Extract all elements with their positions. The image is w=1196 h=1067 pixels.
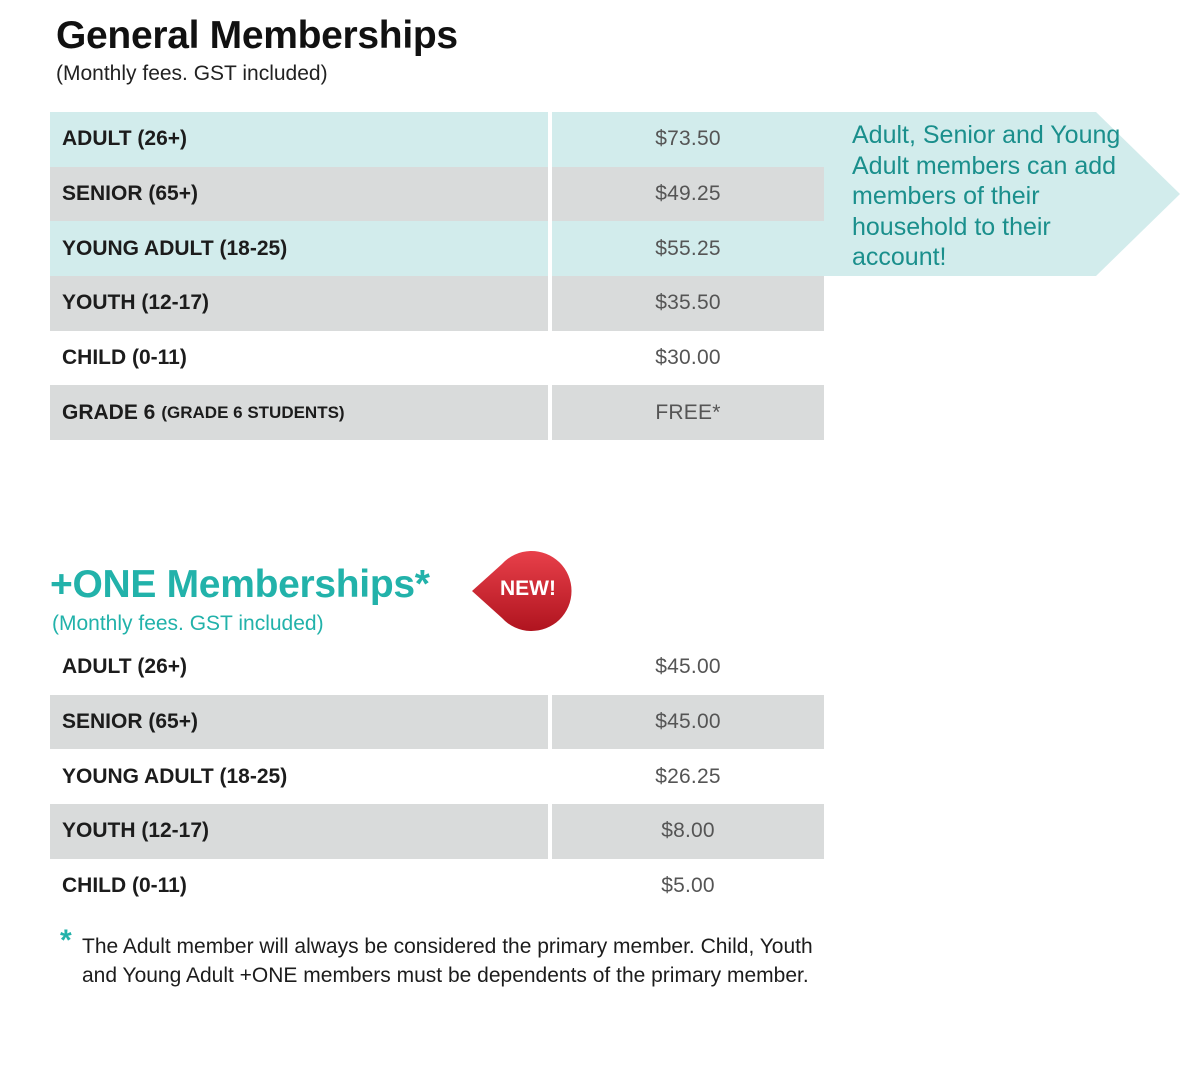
membership-price: $45.00 <box>552 695 824 750</box>
membership-label: CHILD (0-11) <box>50 331 548 386</box>
membership-label-main: GRADE 6 <box>62 400 156 424</box>
table-row <box>50 640 824 695</box>
table-row <box>50 804 824 859</box>
membership-price: $26.25 <box>552 749 824 804</box>
membership-label: SENIOR (65+) <box>50 167 548 222</box>
membership-price: $8.00 <box>552 804 824 859</box>
membership-label: ADULT (26+) <box>50 640 548 695</box>
footnote-text: The Adult member will always be considered the primary member. Child, Youth and Young Adult +ONE members must be dependents of the primary member. <box>82 935 813 987</box>
membership-price: $5.00 <box>552 859 824 914</box>
table-row <box>50 331 824 386</box>
membership-price: $45.00 <box>552 640 824 695</box>
membership-label-note: (GRADE 6 STUDENTS) <box>161 402 345 422</box>
membership-label: ADULT (26+) <box>50 112 548 167</box>
table-row <box>50 385 824 440</box>
membership-label: YOUNG ADULT (18-25) <box>50 749 548 804</box>
new-badge-label: NEW! <box>500 577 556 600</box>
plus-one-memberships-subtitle: (Monthly fees. GST included) <box>52 612 324 635</box>
table-row <box>50 859 824 914</box>
membership-price: $55.25 <box>552 221 824 276</box>
membership-label: YOUTH (12-17) <box>50 276 548 331</box>
table-row <box>50 695 824 750</box>
plus-one-memberships-table <box>50 640 824 913</box>
membership-label <box>50 385 548 440</box>
general-memberships-table <box>50 112 824 440</box>
general-memberships-subtitle: (Monthly fees. GST included) <box>56 62 328 85</box>
membership-price: $35.50 <box>552 276 824 331</box>
membership-label: YOUNG ADULT (18-25) <box>50 221 548 276</box>
table-row <box>50 276 824 331</box>
household-callout-text: Adult, Senior and Young Adult members can add members of their household to their account! <box>852 121 1121 271</box>
membership-price: $73.50 <box>552 112 824 167</box>
table-row <box>50 112 824 167</box>
membership-price: FREE* <box>552 385 824 440</box>
membership-price: $49.25 <box>552 167 824 222</box>
table-row <box>50 167 824 222</box>
membership-label: YOUTH (12-17) <box>50 804 548 859</box>
membership-price: $30.00 <box>552 331 824 386</box>
plus-one-memberships-title: +ONE Memberships* <box>50 563 430 606</box>
membership-label: CHILD (0-11) <box>50 859 548 914</box>
membership-label: SENIOR (65+) <box>50 695 548 750</box>
table-row <box>50 749 824 804</box>
general-memberships-title: General Memberships <box>56 14 458 57</box>
table-row <box>50 221 824 276</box>
footnote-marker: * <box>60 924 72 957</box>
